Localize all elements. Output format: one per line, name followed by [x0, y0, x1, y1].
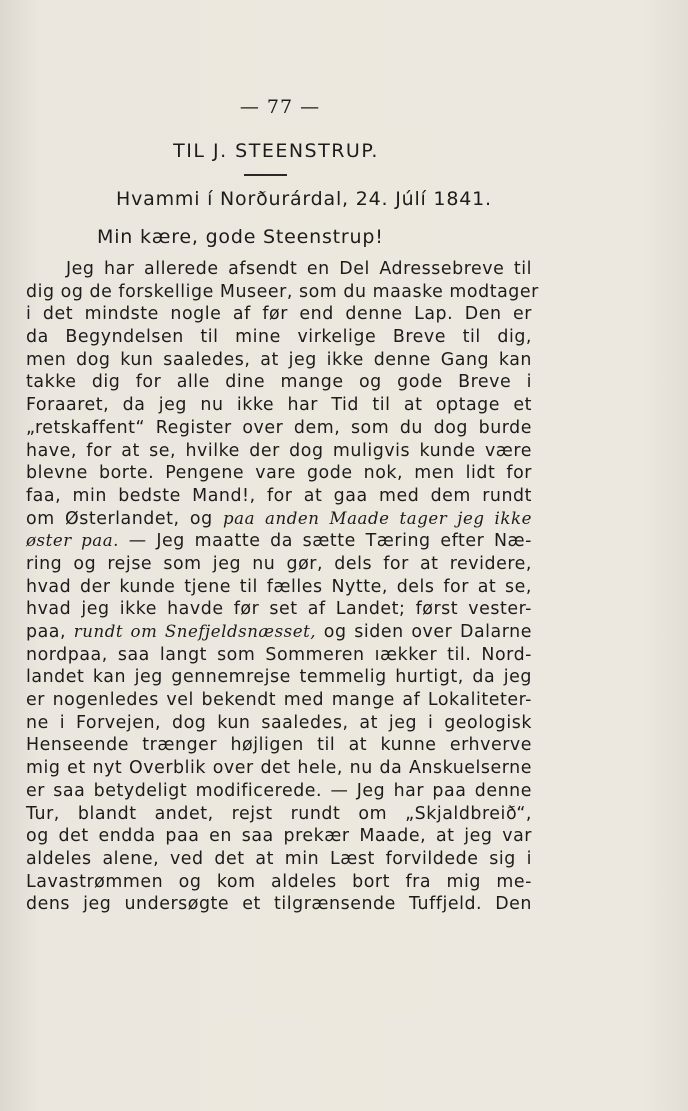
- letter-title: TIL J. STEENSTRUP.: [173, 140, 379, 162]
- body-line: Tur, blandt andet, rejst rundt om „Skjaldbreið“,: [26, 803, 532, 824]
- page-number: — 77 —: [239, 96, 321, 118]
- body-line: Henseende trænger højligen til at kunne erhverve: [26, 735, 532, 756]
- italic-phrase: øster paa.: [26, 531, 120, 551]
- body-line: ne i Forvejen, dog kun saaledes, at jeg i geologisk: [26, 712, 532, 733]
- body-line: Lavastrømmen og kom aldeles bort fra mig me-: [26, 871, 532, 892]
- body-line: Jeg har allerede afsendt en Del Adressebreve til: [66, 259, 532, 279]
- body-line: og det endda paa en saa prekær Maade, at jeg var: [26, 826, 532, 847]
- body-line: „retskaffent“ Register over dem, som du dog burde: [26, 417, 532, 438]
- body-line: hvad der kunde tjene til fælles Nytte, dels for at se,: [26, 576, 532, 597]
- body-line: ring og rejse som jeg nu gør, dels for at revidere,: [26, 553, 532, 574]
- body-line: nordpaa, saa langt som Sommeren ıækker til. Nord-: [26, 644, 532, 665]
- body-line: faa, min bedste Mand!, for at gaa med dem rundt: [26, 485, 532, 506]
- body-line: er nogenledes vel bekendt med mange af Lokaliteter-: [26, 690, 532, 711]
- body-line: dens jeg undersøgte et tilgrænsende Tuffjeld. Den: [26, 894, 532, 915]
- body-line: mig et nyt Overblik over det hele, nu da Anskuelserne: [26, 758, 532, 779]
- body-line: da Begyndelsen til mine virkelige Breve til dig,: [26, 327, 532, 348]
- title-divider: [244, 174, 287, 176]
- body-line: landet kan jeg gennemrejse temmelig hurtigt, da jeg: [26, 667, 532, 688]
- body-line: takke dig for alle dine mange og gode Breve i: [26, 372, 532, 393]
- body-line: men dog kun saaledes, at jeg ikke denne Gang kan: [26, 349, 532, 370]
- body-line: hvad jeg ikke havde før set af Landet; først vester-: [26, 599, 532, 620]
- body-line: er saa betydeligt modificerede. — Jeg har paa denne: [26, 780, 532, 801]
- body-line: om Østerlandet, og paa anden Maade tager jeg ikke: [26, 508, 532, 529]
- body-line: dig og de forskellige Museer, som du maaske modtager: [26, 281, 539, 302]
- letter-salutation: Min kære, gode Steenstrup!: [97, 226, 384, 248]
- body-line: i det mindste nogle af før end denne Lap. Den er: [26, 304, 532, 325]
- body-line: Foraaret, da jeg nu ikke har Tid til at optage et: [26, 395, 532, 416]
- italic-phrase: paa anden Maade tager jeg ikke: [222, 508, 532, 528]
- body-line: paa, rundt om Snefjeldsnæsset, og siden over Dalarne: [26, 622, 532, 642]
- italic-phrase: rundt om Snefjeldsnæsset,: [73, 622, 317, 641]
- body-line: øster paa. — Jeg maatte da sætte Tæring efter Næ-: [26, 531, 532, 552]
- letter-dateline: Hvammi í Norðurárdal, 24. Júlí 1841.: [116, 188, 492, 210]
- body-line: have, for at se, hvilke der dog muligvis kunde være: [26, 440, 532, 461]
- letter-body: [26, 258, 539, 916]
- body-line: blevne borte. Pengene vare gode nok, men lidt for: [26, 463, 532, 484]
- body-line: aldeles alene, ved det at min Læst forvildede sig i: [26, 848, 532, 869]
